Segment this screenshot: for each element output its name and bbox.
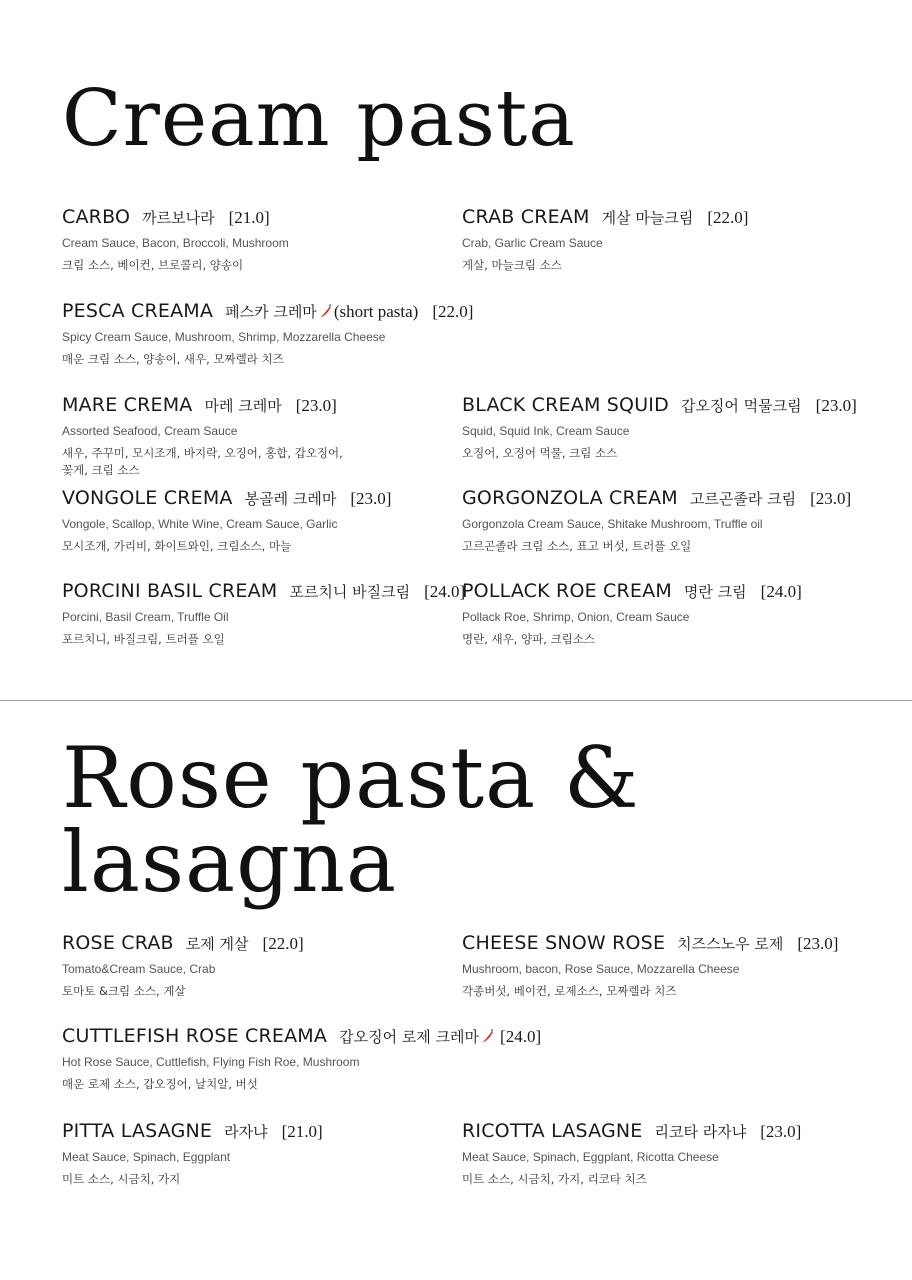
item-description: Meat Sauce, Spinach, Eggplant bbox=[62, 1150, 231, 1164]
menu-item-mare-crema bbox=[62, 394, 343, 479]
item-price: [21.0] bbox=[228, 208, 270, 227]
item-korean-description-line: 꽃게, 크림 소스 bbox=[62, 463, 140, 477]
section-title-rose-pasta: Rose pasta & bbox=[62, 729, 640, 827]
item-description: Assorted Seafood, Cream Sauce bbox=[62, 424, 238, 438]
item-korean-description: 매운 로제 소스, 갑오징어, 날치알, 버섯 bbox=[62, 1077, 258, 1091]
menu-item-cuttlefish-rose-creama bbox=[62, 1025, 541, 1093]
item-price: [23.0] bbox=[815, 396, 857, 415]
menu-item-gorgonzola-cream bbox=[462, 487, 851, 555]
item-name: PITTA LASAGNE bbox=[62, 1120, 213, 1142]
section-title-cream-pasta: Cream pasta bbox=[62, 74, 576, 164]
menu-item-porcini-basil-cream bbox=[62, 580, 465, 648]
item-name: CRAB CREAM bbox=[462, 206, 590, 228]
menu-item-cheese-snow-rose bbox=[462, 932, 838, 1000]
item-korean-name: 라자냐 bbox=[224, 1123, 268, 1141]
menu-item-ricotta-lasagne bbox=[462, 1120, 801, 1188]
item-description: Gorgonzola Cream Sauce, Shitake Mushroom, Truffle oil bbox=[462, 517, 763, 531]
item-name: CUTTLEFISH ROSE CREAMA bbox=[62, 1025, 328, 1047]
item-description: Vongole, Scallop, White Wine, Cream Sauce, Garlic bbox=[62, 517, 338, 531]
item-korean-description: 각종버섯, 베이컨, 로제소스, 모짜렐라 치즈 bbox=[462, 984, 677, 998]
item-price: [24.0] bbox=[760, 582, 802, 601]
item-korean-name: 갑오징어 먹물크림 bbox=[680, 397, 802, 415]
item-korean-description: 미트 소스, 시금치, 가지 bbox=[62, 1172, 181, 1186]
item-name: MARE CREMA bbox=[62, 394, 193, 416]
item-price: [23.0] bbox=[295, 396, 337, 415]
item-korean-name: 페스카 크레마 bbox=[225, 303, 317, 321]
item-korean-name: 리코타 라자냐 bbox=[654, 1123, 747, 1141]
item-price: [23.0] bbox=[350, 489, 392, 508]
item-name: ROSE CRAB bbox=[62, 932, 174, 954]
menu-item-black-cream-squid bbox=[462, 394, 857, 462]
item-price: [23.0] bbox=[797, 934, 839, 953]
item-description: Hot Rose Sauce, Cuttlefish, Flying Fish Roe, Mushroom bbox=[62, 1055, 360, 1069]
item-korean-name: 봉골레 크레마 bbox=[244, 490, 337, 508]
item-name: CARBO bbox=[62, 206, 131, 228]
item-korean-name: 게살 마늘크림 bbox=[601, 209, 694, 227]
chili-pepper-icon bbox=[481, 1028, 495, 1044]
menu-item-pollack-roe-cream bbox=[462, 580, 802, 648]
item-name: RICOTTA LASAGNE bbox=[462, 1120, 643, 1142]
item-korean-name: 갑오징어 로제 크레마 bbox=[339, 1028, 480, 1046]
item-name: PORCINI BASIL CREAM bbox=[62, 580, 278, 602]
item-korean-name: 명란 크림 bbox=[683, 583, 747, 601]
item-name: POLLACK ROE CREAM bbox=[462, 580, 672, 602]
item-description: Pollack Roe, Shrimp, Onion, Cream Sauce bbox=[462, 610, 690, 624]
item-price: [21.0] bbox=[281, 1122, 323, 1141]
item-korean-name: 마레 크레마 bbox=[204, 397, 282, 415]
item-korean-description: 게살, 마늘크림 소스 bbox=[462, 258, 562, 272]
item-price: [24.0] bbox=[500, 1027, 542, 1046]
item-korean-description: 토마토 &크림 소스, 게살 bbox=[62, 984, 186, 998]
item-korean-description-line: 새우, 주꾸미, 모시조개, 바지락, 오징어, 홍합, 갑오징어, bbox=[62, 446, 343, 460]
item-korean-name: 포르치니 바질크림 bbox=[289, 583, 411, 601]
item-name: PESCA CREAMA bbox=[62, 300, 214, 322]
item-name: BLACK CREAM SQUID bbox=[462, 394, 669, 416]
item-korean-description: 오징어, 오징어 먹물, 크림 소스 bbox=[462, 446, 618, 460]
item-korean-name: 로제 게살 bbox=[185, 935, 249, 953]
item-korean-name: 치즈스노우 로제 bbox=[677, 935, 784, 953]
item-price: [23.0] bbox=[810, 489, 852, 508]
item-description: Meat Sauce, Spinach, Eggplant, Ricotta Cheese bbox=[462, 1150, 719, 1164]
menu-item-crab-cream bbox=[462, 206, 748, 274]
item-korean-description: 명란, 새우, 양파, 크림소스 bbox=[462, 632, 596, 646]
item-korean-description: 고르곤졸라 크림 소스, 표고 버섯, 트러플 오일 bbox=[462, 539, 692, 553]
menu-item-vongole-crema bbox=[62, 487, 391, 555]
item-korean-description: 매운 크림 소스, 양송이, 새우, 모짜렐라 치즈 bbox=[62, 352, 284, 366]
item-price: [22.0] bbox=[707, 208, 749, 227]
item-price: [24.0] bbox=[424, 582, 466, 601]
item-korean-description: 미트 소스, 시금치, 가지, 리코타 치즈 bbox=[462, 1172, 647, 1186]
item-korean-name: 까르보나라 bbox=[142, 209, 215, 227]
item-price: [22.0] bbox=[432, 302, 474, 321]
section-divider bbox=[0, 700, 912, 701]
item-description: Spicy Cream Sauce, Mushroom, Shrimp, Mozzarella Cheese bbox=[62, 330, 386, 344]
item-korean-description: 크림 소스, 베이컨, 브로콜리, 양송이 bbox=[62, 258, 244, 272]
item-description: Squid, Squid Ink, Cream Sauce bbox=[462, 424, 630, 438]
item-description: Tomato&Cream Sauce, Crab bbox=[62, 962, 216, 976]
menu-item-pitta-lasagne bbox=[62, 1120, 323, 1188]
item-korean-description: 포르치니, 바질크림, 트러플 오일 bbox=[62, 632, 225, 646]
item-korean-description bbox=[62, 445, 343, 479]
item-price: [22.0] bbox=[262, 934, 304, 953]
section-title-lasagna: lasagna bbox=[62, 813, 398, 911]
item-korean-description: 모시조개, 가리비, 화이트와인, 크림소스, 마늘 bbox=[62, 539, 292, 553]
item-name: VONGOLE CREMA bbox=[62, 487, 233, 509]
menu-item-pesca-creama bbox=[62, 300, 473, 368]
item-description: Porcini, Basil Cream, Truffle Oil bbox=[62, 610, 229, 624]
item-description: Mushroom, bacon, Rose Sauce, Mozzarella Cheese bbox=[462, 962, 740, 976]
item-description: Cream Sauce, Bacon, Broccoli, Mushroom bbox=[62, 236, 289, 250]
item-name: GORGONZOLA CREAM bbox=[462, 487, 678, 509]
item-name: CHEESE SNOW ROSE bbox=[462, 932, 666, 954]
item-price: [23.0] bbox=[760, 1122, 802, 1141]
item-description: Crab, Garlic Cream Sauce bbox=[462, 236, 603, 250]
chili-pepper-icon bbox=[319, 303, 333, 319]
item-note: (short pasta) bbox=[333, 302, 419, 321]
item-korean-name: 고르곤졸라 크림 bbox=[689, 490, 797, 508]
menu-item-rose-crab bbox=[62, 932, 304, 1000]
menu-item-carbo bbox=[62, 206, 289, 274]
